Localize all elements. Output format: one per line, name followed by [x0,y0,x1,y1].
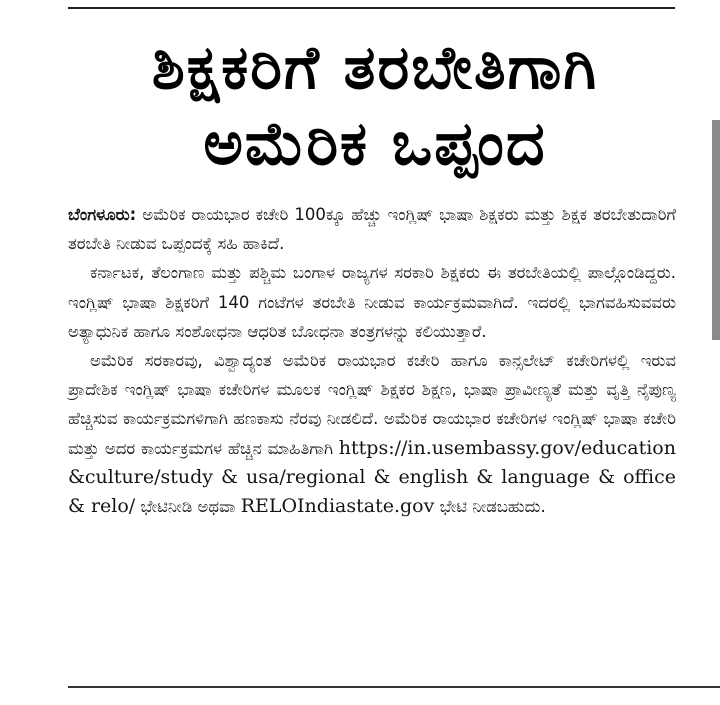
paragraph-3-end: ಭೇಟಿ ನೀಡಬಹುದು. [439,497,546,517]
paragraph-3-mid: ಭೇಟಿನೀಡಿ ಅಥವಾ [140,497,236,517]
article-headline [60,30,690,182]
relo-url: RELOIndiastate.gov [240,495,435,518]
article-paragraph-2: ಕರ್ನಾಟಕ, ತೆಲಂಗಾಣ ಮತ್ತು ಪಶ್ಚಿಮ ಬಂಗಾಳ ರಾಜ್ಯಗಳ ಸರಕಾರಿ ಶಿಕ್ಷಕರು ಈ ತರಬೇತಿಯಲ್ಲಿ ಪಾಲ್ಗೊಂಡಿದ್ದರು. ಇಂಗ್ಲಿಷ್ ಭಾಷಾ ಶಿಕ್ಷಕರಿಗೆ 140 ಗಂಟೆಗಳ ತರಬೇತಿ ನೀಡುವ ಕಾರ್ಯಕ್ರಮವಾಗಿದೆ. ಇದರಲ್ಲಿ ಭಾಗವಹಿಸುವವರು ಅತ್ಯಾಧುನಿಕ ಹಾಗೂ ಸಂಶೋಧನಾ ಆಧರಿತ ಬೋಧನಾ ತಂತ್ರಗಳನ್ನು ಕಲಿಯುತ್ತಾರೆ. [68,263,676,341]
dateline: ಬೆಂಗಳೂರು: [68,205,137,224]
embassy-url: https://in.usembassy.gov/education &culture/study & usa/regional & english & language & office & relo/ [68,436,676,518]
paragraph-1-text: ಅಮೆರಿಕ ರಾಯಭಾರ ಕಚೇರಿ 100ಕ್ಕೂ ಹೆಚ್ಚು ಇಂಗ್ಲಿಷ್ ಭಾಷಾ ಶಿಕ್ಷಕರು ಮತ್ತು ಶಿಕ್ಷಕ ತರಬೇತುದಾರಿಗೆ ತರಬೇತಿ ನೀಡುವ ಒಪ್ಪಂದಕ್ಕೆ ಸಹಿ ಹಾಕಿದೆ. [68,205,676,254]
article-paragraph-1 [68,200,676,258]
article-paragraph-3 [68,346,676,521]
headline-line-2: ಅಮೆರಿಕ ಒಪ್ಪಂದ [203,109,547,179]
paragraph-3-text: ಅಮೆರಿಕ ಸರಕಾರವು, ವಿಶ್ವಾದ್ಯಂತ ಅಮೆರಿಕ ರಾಯಭಾರ ಕಚೇರಿ ಹಾಗೂ ಕಾನ್ಸಲೇಟ್ ಕಚೇರಿಗಳಲ್ಲಿ ಇರುವ ಪ್ರಾದೇಶಿಕ ಇಂಗ್ಲಿಷ್ ಭಾಷಾ ಕಚೇರಿಗಳ ಮೂಲಕ ಇಂಗ್ಲಿಷ್ ಶಿಕ್ಷಕರ ಶಿಕ್ಷಣ, ಭಾಷಾ ಪ್ರಾವೀಣ್ಯತೆ ಮತ್ತು ವೃತ್ತಿ ನೈಪುಣ್ಯ ಹೆಚ್ಚಿಸುವ ಕಾರ್ಯಕ್ರಮಗಳಿಗಾಗಿ ಹಣಕಾಸು ನೆರವು ನೀಡಲಿದೆ. ಅಮೆರಿಕ ರಾಯಭಾರ ಕಚೇರಿಗಳ ಇಂಗ್ಲಿಷ್ ಭಾಷಾ ಕಚೇರಿ ಮತ್ತು ಅದರ ಕಾರ್ಯಕ್ರಮಗಳ ಹೆಚ್ಚಿನ ಮಾಹಿತಿಗಾಗಿ [68,351,676,458]
article-body [68,200,676,521]
bottom-divider [68,686,720,688]
headline-line-1: ಶಿಕ್ಷಕರಿಗೆ ತರಬೇತಿಗಾಗಿ [151,33,599,103]
page-edge-strip [712,120,720,340]
top-divider [68,7,675,9]
